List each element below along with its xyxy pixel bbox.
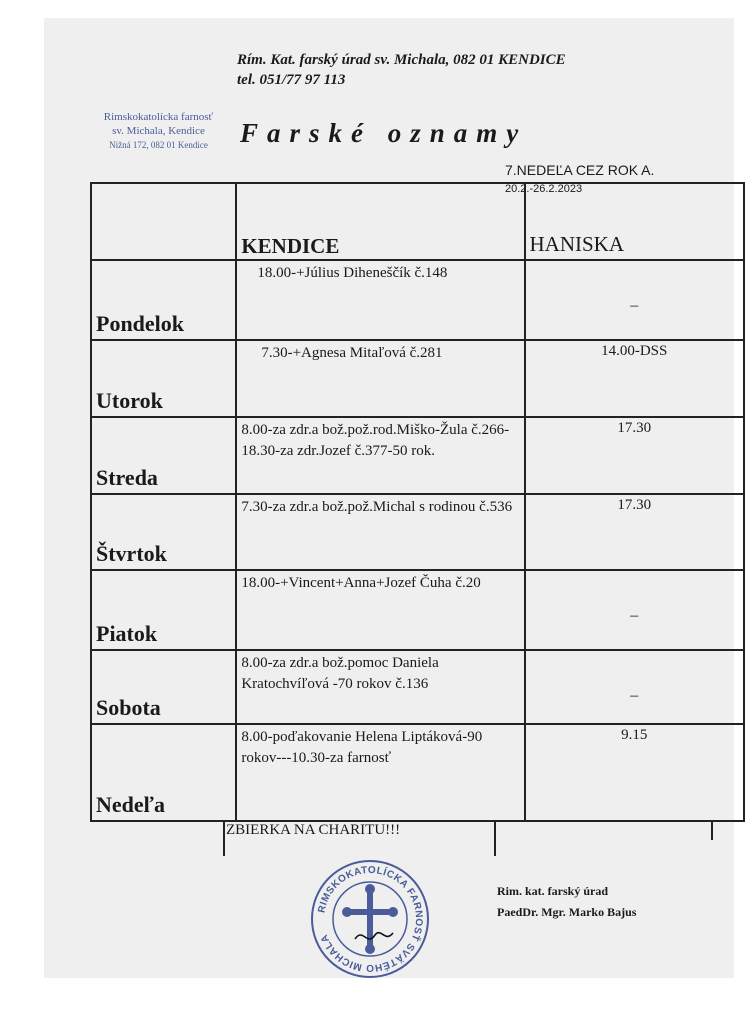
kendice-entry: 7.30-za zdr.a bož.pož.Michal s rodinou č.536 — [236, 494, 524, 570]
table-row — [91, 724, 744, 821]
haniska-entry: 9.15 — [525, 724, 745, 821]
day-label: Utorok — [91, 340, 236, 417]
dash-value: – — [630, 687, 639, 704]
stamp-line-1: Rimskokatolícka farnosť — [103, 111, 214, 123]
haniska-entry: 17.30 — [525, 494, 745, 570]
kendice-entry: 8.00-poďakovanie Helena Liptáková-90 rokov---10.30-za farnosť — [236, 724, 524, 821]
table-row — [91, 417, 744, 494]
table-extension-line-right — [711, 822, 713, 840]
dash-value: – — [630, 607, 639, 624]
signature-name: PaedDr. Mgr. Marko Bajus — [497, 905, 637, 919]
stamp-line-2: sv. Michala, Kendice — [112, 125, 205, 137]
mass-schedule-table — [90, 182, 745, 822]
column-header-haniska: HANISKA — [525, 183, 745, 260]
column-header-kendice: KENDICE — [236, 183, 524, 260]
haniska-entry — [525, 260, 745, 340]
day-label: Pondelok — [91, 260, 236, 340]
table-row — [91, 494, 744, 570]
week-label: 7.NEDEĽA CEZ ROK A. — [505, 162, 655, 178]
haniska-entry — [525, 570, 745, 650]
day-label: Streda — [91, 417, 236, 494]
empty-header-cell — [91, 183, 236, 260]
haniska-entry: 17.30 — [525, 417, 745, 494]
kendice-entry: 8.00-za zdr.a bož.pomoc Daniela Kratochvíľová -70 rokov č.136 — [236, 650, 524, 724]
kendice-entry: 18.00-+Július Diheneščík č.148 — [236, 260, 524, 340]
kendice-entry: 18.00-+Vincent+Anna+Jozef Čuha č.20 — [236, 570, 524, 650]
haniska-entry — [525, 650, 745, 724]
parish-address: Rím. Kat. farský úrad sv. Michala, 082 01 KENDICE — [237, 52, 566, 68]
haniska-entry: 14.00-DSS — [525, 340, 745, 417]
table-extension-line-mid — [494, 822, 496, 856]
collection-note: ZBIERKA NA CHARITU!!! — [226, 822, 401, 838]
kendice-entry: 7.30-+Agnesa Mitaľová č.281 — [236, 340, 524, 417]
stamp-line-3: Nižná 172, 082 01 Kendice — [109, 140, 208, 150]
signature-office: Rim. kat. farský úrad — [497, 884, 609, 898]
page-title: Farské oznamy — [240, 118, 528, 148]
day-label: Nedeľa — [91, 724, 236, 821]
day-label: Piatok — [91, 570, 236, 650]
table-row — [91, 260, 744, 340]
table-header-row — [91, 183, 744, 260]
day-label: Štvrtok — [91, 494, 236, 570]
day-label: Sobota — [91, 650, 236, 724]
table-row — [91, 340, 744, 417]
date-range: 20.2.-26.2.2023 — [505, 183, 583, 195]
seal-text: RIMSKOKATOLÍCKA FARNOSŤ SVÄTÉHO MICHALA — [316, 864, 425, 974]
kendice-entry: 8.00-za zdr.a bož.pož.rod.Miško-Žula č.266-18.30-za zdr.Jozef č.377-50 rok. — [236, 417, 524, 494]
table-row — [91, 570, 744, 650]
dash-value: – — [630, 297, 639, 314]
table-row — [91, 650, 744, 724]
parish-stamp — [86, 110, 231, 152]
table-extension-line-left — [223, 822, 225, 856]
parish-phone: tel. 051/77 97 113 — [237, 72, 346, 88]
parish-seal-icon — [305, 857, 435, 981]
